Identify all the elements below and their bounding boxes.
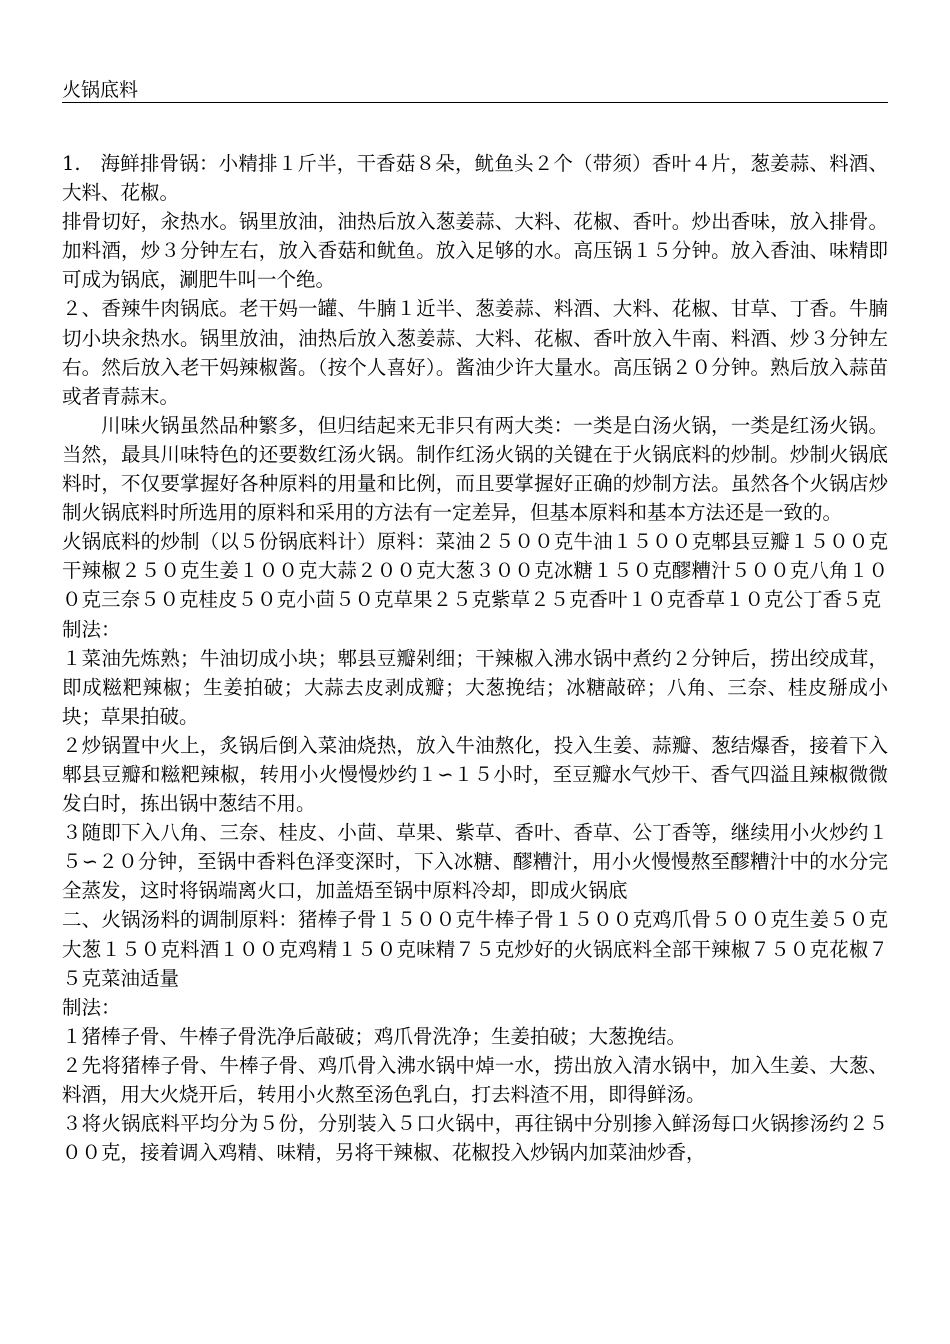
document-page: [62, 78, 888, 1167]
paragraph-sichuan-intro: 川味火锅虽然品种繁多，但归结起来无非只有两大类：一类是白汤火锅，一类是红汤火锅。当然，最具川味特色的还要数红汤火锅。制作红汤火锅的关键在于火锅底料的炒制。炒制火锅底料时，不仅要掌握好各种原料的用量和比例，而且要掌握好正确的炒制方法。虽然各个火锅店炒制火锅底料时所选用的原料和采用的方法有一定差异，但基本原料和基本方法还是一致的。: [62, 413, 888, 525]
paragraph-base-ingredients: 火锅底料的炒制（以５份锅底料计）原料：菜油２５００克牛油１５００克郫县豆瓣１５００克干辣椒２５０克生姜１００克大蒜２００克大葱３００克冰糖１５０克醪糟汁５００克八角１００克三奈５０克桂皮５０克小茴５０克草果２５克紫草２５克香叶１０克香草１０克公丁香５克: [62, 530, 888, 612]
paragraph-spicy-beef-pot: ２、香辣牛肉锅底。老干妈一罐、牛腩１近半、葱姜蒜、料酒、大料、花椒、甘草、丁香。牛腩切小块汆热水。锅里放油，油热后放入葱姜蒜、大料、花椒、香叶放入牛南、料酒、炒３分钟左右。然后放入老干妈辣椒酱。（按个人喜好）。酱油少许大量水。高压锅２０分钟。熟后放入蒜苗或者青蒜末。: [62, 297, 888, 408]
document-header: [62, 78, 888, 103]
paragraph-broth-step-2: ２先将猪棒子骨、牛棒子骨、鸡爪骨入沸水锅中焯一水，捞出放入清水锅中，加入生姜、大葱、料酒，用大火烧开后，转用小火熬至汤色乳白，打去料渣不用，即得鲜汤。: [62, 1053, 888, 1106]
paragraph-broth-step-1: １猪棒子骨、牛棒子骨洗净后敲破；鸡爪骨洗净；生姜拍破；大葱挽结。: [62, 1024, 687, 1048]
header-title: 火锅底料: [62, 79, 139, 101]
paragraph-base-step-1: １菜油先炼熟；牛油切成小块；郫县豆瓣剁细；干辣椒入沸水锅中煮约２分钟后，捞出绞成茸，即成糍粑辣椒；生姜拍破；大蒜去皮剥成瓣；大葱挽结；冰糖敲碎；八角、三奈、桂皮掰成小块；草果拍破。: [62, 646, 888, 728]
paragraph-method-heading-1: 制法：: [62, 617, 121, 641]
paragraph-broth-step-3: ３将火锅底料平均分为５份，分别装入５口火锅中，再往锅中分别掺入鲜汤每口火锅掺汤约２５００克，接着调入鸡精、味精，另将干辣椒、花椒投入炒锅内加菜油炒香，: [62, 1112, 888, 1165]
paragraph-seafood-rib-pot: 1. 海鲜排骨锅：小精排１斤半，干香菇８朵，鱿鱼头２个（带须）香叶４片，葱姜蒜、料酒、大料、花椒。: [62, 152, 888, 205]
document-body: [62, 149, 888, 1167]
paragraph-base-step-3: ３随即下入八角、三奈、桂皮、小茴、草果、紫草、香叶、香草、公丁香等，继续用小火炒约１５∽２０分钟，至锅中香料色泽变深时，下入冰糖、醪糟汁，用小火慢慢熬至醪糟汁中的水分完全蒸发，这时将锅端离火口，加盖焐至锅中原料冷却，即成火锅底: [62, 821, 888, 903]
paragraph-broth-ingredients: 二、火锅汤料的调制原料：猪棒子骨１５００克牛棒子骨１５００克鸡爪骨５００克生姜５０克大葱１５０克料酒１００克鸡精１５０克味精７５克炒好的火锅底料全部干辣椒７５０克花椒７５克菜油适量: [62, 908, 888, 990]
paragraph-method-heading-2: 制法：: [62, 995, 121, 1019]
paragraph-rib-method: 排骨切好，汆热水。锅里放油，油热后放入葱姜蒜、大料、花椒、香叶。炒出香味，放入排骨。加料酒，炒３分钟左右，放入香菇和鱿鱼。放入足够的水。高压锅１５分钟。放入香油、味精即可成为锅底，涮肥牛叫一个绝。: [62, 210, 888, 292]
paragraph-base-step-2: ２炒锅置中火上，炙锅后倒入菜油烧热，放入牛油熬化，投入生姜、蒜瓣、葱结爆香，接着下入郫县豆瓣和糍粑辣椒，转用小火慢慢炒约１∽１５小时，至豆瓣水气炒干、香气四溢且辣椒微微发白时，拣出锅中葱结不用。: [62, 733, 888, 816]
